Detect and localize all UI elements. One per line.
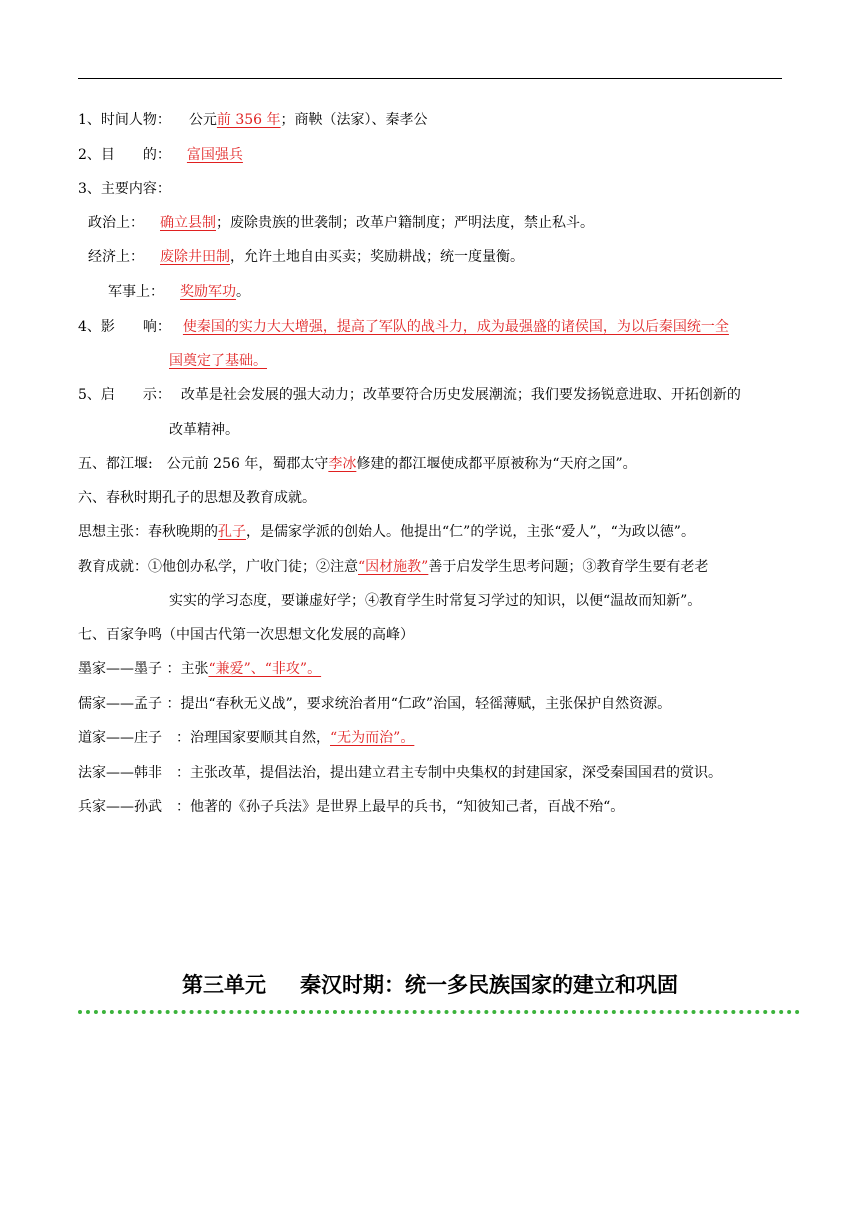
thought-line [78,522,695,542]
time-post: ；商鞅（法家）、秦孝公 [280,112,428,128]
politics-line [88,213,594,233]
military-school-line: 兵家——孙武 ：他著的《孙子兵法》是世界上最早的兵书，“知彼知己者，百战不殆“。 [78,799,625,815]
insight-line [78,385,741,405]
unit-number: 第三单元 [182,973,266,997]
politics-label: 政治上： [88,215,144,231]
economy-label: 经济上： [88,249,144,265]
confucianism-line: 儒家——孟子 ：提出“春秋无义战”，要求统治者用“仁政”治国，轻徭薄赋，主张保护自然资源。 [78,696,672,712]
economy-rest: ，允许土地自由买卖；奖励耕战；统一度量衡。 [230,249,524,265]
taoism-pre: 道家——庄子 ：治理国家要顺其自然， [78,730,330,746]
education-line [78,557,708,577]
mohism-key: “兼爱”、“非攻”。 [208,661,322,677]
goal-value: 富国强兵 [186,147,243,163]
edu-post: 善于启发学生思考问题；③教育学生要有老老 [428,559,709,575]
time-pre: 公元 [188,112,217,128]
edu-key: “因材施教” [358,559,429,575]
dotted-divider [78,1010,800,1014]
time-people-line [78,110,428,130]
insight-label: 5、启 示： [78,387,171,403]
impact-text-1: 使秦国的实力大大增强，提高了军队的战斗力，成为最强盛的诸侯国，为以后秦国统一全 [182,319,729,335]
goal-label: 2、目 的： [78,147,171,163]
time-label: 1、时间人物： [78,112,171,128]
dujiangyan-post: 修建的都江堰使成都平原被称为“天府之国”。 [356,456,637,472]
taoism-key: “无为而治”。 [330,730,415,746]
impact-label: 4、影 响： [78,319,171,335]
unit-title-text: 秦汉时期：统一多民族国家的建立和巩固 [300,973,678,997]
military-key: 奖励军功 [180,284,236,300]
military-label: 军事上： [108,284,164,300]
politics-rest: ；废除贵族的世袭制；改革户籍制度；严明法度，禁止私斗。 [216,215,594,231]
taoism-line [78,728,414,748]
insight-text-1: 改革是社会发展的强大动力；改革要符合历史发展潮流；我们要发扬锐意进取、开拓创新的 [180,387,741,403]
edu-pre: 教育成就：①他创办私学，广收门徒；②注意 [78,559,358,575]
li-bing-name: 李冰 [328,456,357,472]
confucius-name: 孔子 [218,524,246,540]
thought-post: ，是儒家学派的创始人。他提出“仁”的学说，主张“爱人”，“为政以德”。 [246,524,695,540]
military-line [108,282,250,302]
content-label: 3、主要内容： [78,181,171,197]
mohism-line [78,659,321,679]
legalism-line: 法家——韩非 ：主张改革，提倡法治，提出建立君主专制中央集权的封建国家，深受秦国国君的赏识。 [78,765,722,781]
dujiangyan-pre: 五、都江堰: 公元前 256 年，蜀郡太守 [78,456,329,472]
dujiangyan-line [78,454,637,474]
confucius-heading: 六、春秋时期孔子的思想及教育成就。 [78,490,316,506]
time-year: 前 356 年 [216,112,281,128]
economy-key: 废除井田制 [160,249,230,265]
impact-text-2: 国奠定了基础。 [169,353,267,369]
schools-heading: 七、百家争鸣（中国古代第一次思想文化发展的高峰） [78,627,414,643]
economy-line [88,247,524,267]
politics-key: 确立县制 [160,215,216,231]
unit-title [0,970,860,1000]
education-line-2: 实实的学习态度，要谦虚好学；④教育学生时常复习学过的知识，以便“温故而知新”。 [169,593,702,609]
thought-pre: 思想主张：春秋晚期的 [78,524,218,540]
impact-line [78,317,729,337]
goal-line [78,145,243,165]
insight-text-2: 改革精神。 [169,422,239,438]
top-rule [78,78,782,79]
military-rest: 。 [236,284,250,300]
mohism-pre: 墨家——墨子 ：主张 [78,661,209,677]
